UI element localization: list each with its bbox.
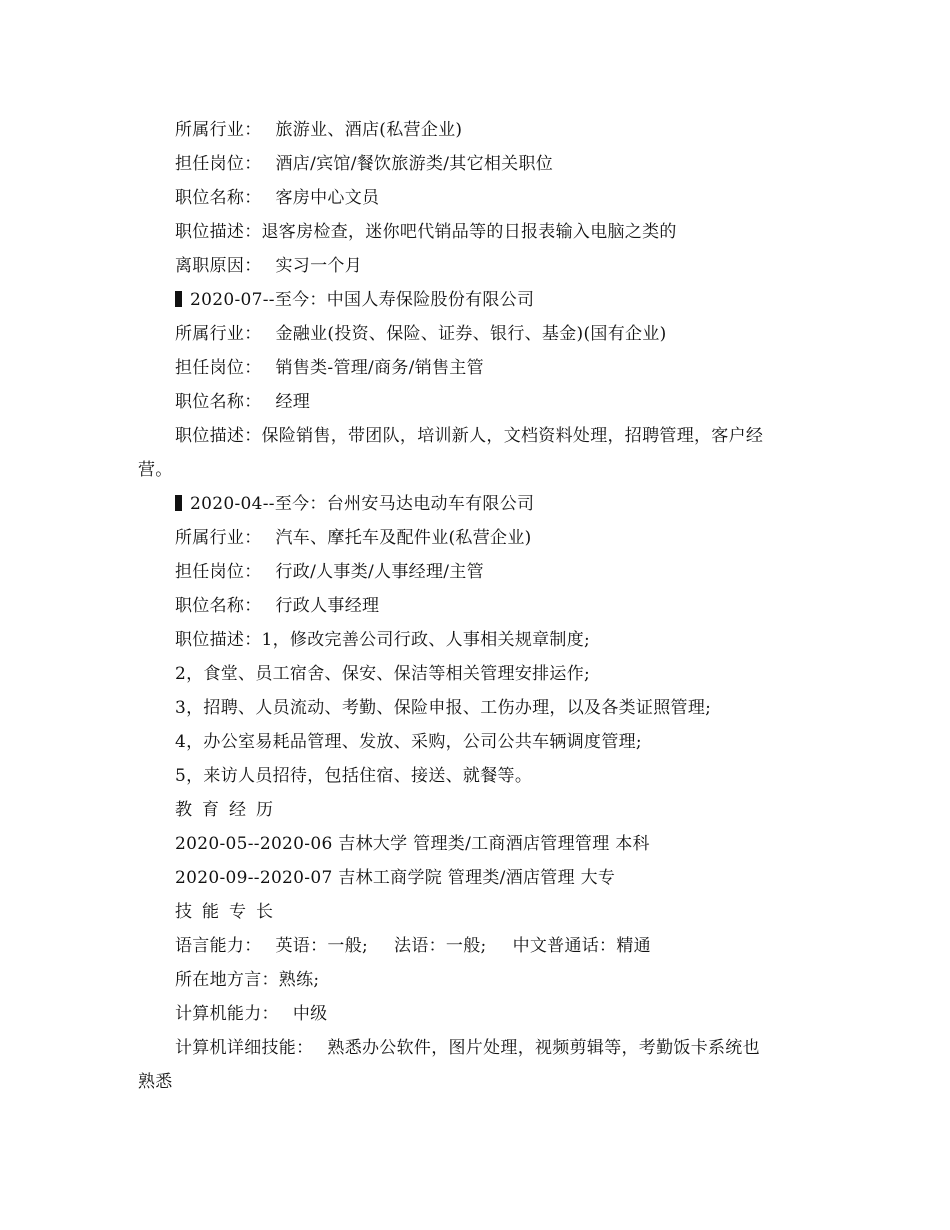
job3-header: 2020-04--至今：台州安马达电动车有限公司	[190, 494, 535, 514]
job3-industry-value: 汽车、摩托车及配件业(私营企业)	[275, 528, 532, 548]
job3-industry-label: 所属行业：	[175, 528, 262, 548]
job2-desc-row	[138, 419, 818, 453]
job2-post-label: 担任岗位：	[175, 358, 262, 378]
job2-desc-value: 保险销售，带团队，培训新人，文档资料处理，招聘管理，客户经	[261, 426, 764, 446]
job1-leave-label: 离职原因：	[175, 256, 262, 276]
job3-desc-item: 2，食堂、员工宿舍、保安、保洁等相关管理安排运作;	[175, 664, 591, 684]
job3-desc-item: 5，来访人员招待，包括住宿、接送、就餐等。	[175, 766, 533, 786]
bullet-icon	[175, 291, 182, 307]
job3-title-label: 职位名称：	[175, 596, 262, 616]
skills-language-mandarin: 中文普通话：精通	[512, 936, 651, 956]
job2-post-value: 销售类-管理/商务/销售主管	[275, 358, 484, 378]
skills-heading: 技能专长	[175, 902, 283, 922]
skills-computer-value: 中级	[292, 1004, 328, 1024]
skills-heading-row	[138, 895, 818, 929]
skills-dialect: 所在地方言：熟练;	[175, 970, 320, 990]
job3-desc-item: 4，办公室易耗品管理、发放、采购，公司公共车辆调度管理;	[175, 732, 642, 752]
skills-language-french: 法语：一般;	[394, 936, 487, 956]
skills-detail-continuation	[138, 1065, 818, 1099]
skills-computer-row	[138, 997, 818, 1031]
job1-desc-value: 退客房检查，迷你吧代销品等的日报表输入电脑之类的	[261, 222, 677, 242]
job1-title-label: 职位名称：	[175, 188, 262, 208]
job3-desc-item-row	[138, 725, 818, 759]
skills-language-row	[138, 929, 818, 963]
job2-post-row	[138, 351, 818, 385]
job3-desc-item: 1，修改完善公司行政、人事相关规章制度;	[261, 630, 591, 650]
skills-language-label: 语言能力：	[175, 936, 262, 956]
job1-title-row	[138, 181, 818, 215]
job2-industry-label: 所属行业：	[175, 324, 262, 344]
job1-industry-row	[138, 113, 818, 147]
job3-title-row	[138, 589, 818, 623]
job2-title-label: 职位名称：	[175, 392, 262, 412]
job1-industry-value: 旅游业、酒店(私营企业)	[275, 120, 463, 140]
education-heading: 教育经历	[175, 800, 283, 820]
skills-dialect-row	[138, 963, 818, 997]
job3-post-row	[138, 555, 818, 589]
job2-desc-continuation	[138, 453, 818, 487]
skills-detail-row	[138, 1031, 818, 1065]
job1-industry-label: 所属行业：	[175, 120, 262, 140]
job3-desc-item-row	[138, 657, 818, 691]
job3-header-row	[138, 487, 818, 521]
bullet-icon	[175, 495, 182, 511]
education-item	[138, 827, 818, 861]
job3-desc-row	[138, 623, 818, 657]
education-item-text: 2020-09--2020-07 吉林工商学院 管理类/酒店管理 大专	[175, 868, 616, 888]
skills-detail-value: 熟悉办公软件，图片处理，视频剪辑等，考勤饭卡系统也	[327, 1038, 760, 1058]
job2-title-row	[138, 385, 818, 419]
job3-post-label: 担任岗位：	[175, 562, 262, 582]
job2-header-row	[138, 283, 818, 317]
job1-post-row	[138, 147, 818, 181]
job2-title-value: 经理	[275, 392, 311, 412]
skills-language-english: 英语：一般;	[275, 936, 369, 956]
job3-desc-item-row	[138, 691, 818, 725]
job3-desc-item-row	[138, 759, 818, 793]
job1-desc-label: 职位描述：	[175, 222, 262, 242]
education-item-text: 2020-05--2020-06 吉林大学 管理类/工商酒店管理管理 本科	[175, 834, 650, 854]
education-heading-row	[138, 793, 818, 827]
job1-leave-row	[138, 249, 818, 283]
job2-industry-value: 金融业(投资、保险、证券、银行、基金)(国有企业)	[275, 324, 667, 344]
resume-content	[138, 113, 818, 1099]
job1-post-label: 担任岗位：	[175, 154, 262, 174]
job1-desc-row	[138, 215, 818, 249]
job3-title-value: 行政人事经理	[275, 596, 380, 616]
job3-post-value: 行政/人事类/人事经理/主管	[275, 562, 484, 582]
job3-desc-label: 职位描述：	[175, 630, 262, 650]
skills-computer-label: 计算机能力：	[175, 1004, 279, 1024]
job3-industry-row	[138, 521, 818, 555]
job1-post-value: 酒店/宾馆/餐饮旅游类/其它相关职位	[275, 154, 554, 174]
job2-desc-label: 职位描述：	[175, 426, 262, 446]
job3-desc-item: 3，招聘、人员流动、考勤、保险申报、工伤办理，以及各类证照管理;	[175, 698, 712, 718]
job2-header: 2020-07--至今：中国人寿保险股份有限公司	[190, 290, 535, 310]
job2-industry-row	[138, 317, 818, 351]
job2-desc-value-cont: 营。	[138, 460, 173, 480]
job1-title-value: 客房中心文员	[275, 188, 380, 208]
education-item	[138, 861, 818, 895]
skills-detail-value-cont: 熟悉	[138, 1072, 173, 1092]
skills-detail-label: 计算机详细技能：	[175, 1038, 314, 1058]
job1-leave-value: 实习一个月	[275, 256, 362, 276]
